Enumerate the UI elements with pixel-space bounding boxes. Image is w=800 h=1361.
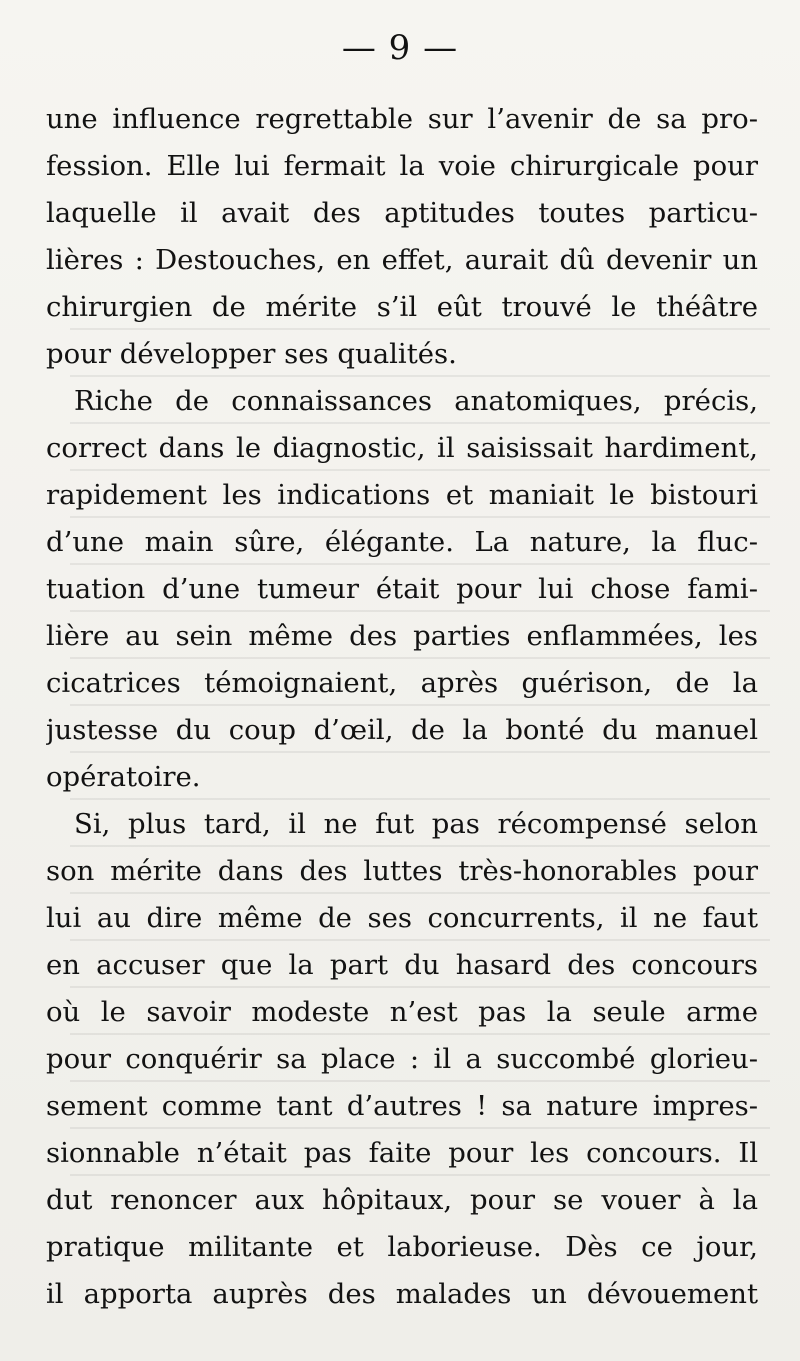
text-line: Riche de connaissances anatomiques, précis, xyxy=(74,385,758,417)
paragraph xyxy=(46,378,758,801)
text-line: en accuser que la part du hasard des concours xyxy=(46,949,758,981)
text-line: cicatrices témoignaient, après guérison, de la xyxy=(46,667,758,699)
text-line: lui au dire même de ses concurrents, il ne faut xyxy=(46,902,758,934)
text-line: correct dans le diagnostic, il saisissait hardiment, xyxy=(46,432,758,464)
text-line: d’une main sûre, élégante. La nature, la fluc- xyxy=(46,526,758,558)
text-line: pour conquérir sa place : il a succombé glorieu- xyxy=(46,1043,758,1075)
text-line: pratique militante et laborieuse. Dès ce jour, xyxy=(46,1231,758,1263)
text-line: justesse du coup d’œil, de la bonté du manuel xyxy=(46,714,758,746)
text-line: sement comme tant d’autres ! sa nature impres- xyxy=(46,1090,758,1122)
page-number: — 9 — xyxy=(341,28,459,68)
text-line: son mérite dans des luttes très-honorables pour xyxy=(46,855,758,887)
text-line: tuation d’une tumeur était pour lui chose fami- xyxy=(46,573,758,605)
paragraph xyxy=(46,801,758,1318)
text-line: chirurgien de mérite s’il eût trouvé le théâtre xyxy=(46,291,758,323)
text-line: lières : Destouches, en effet, aurait dû devenir un xyxy=(46,244,758,276)
page-body-text xyxy=(46,96,758,1318)
text-line: laquelle il avait des aptitudes toutes particu- xyxy=(46,197,758,229)
text-line: sionnable n’était pas faite pour les concours. Il xyxy=(46,1137,758,1169)
text-line: Si, plus tard, il ne fut pas récompensé selon xyxy=(74,808,758,840)
text-line: une influence regrettable sur l’avenir de sa pro- xyxy=(46,103,758,135)
text-line: rapidement les indications et maniait le bistouri xyxy=(46,479,758,511)
text-line: lière au sein même des parties enflammées, les xyxy=(46,620,758,652)
text-line: opératoire. xyxy=(46,761,201,793)
text-line: dut renoncer aux hôpitaux, pour se vouer à la xyxy=(46,1184,758,1216)
text-line: il apporta auprès des malades un dévouement xyxy=(46,1278,758,1310)
paragraph xyxy=(46,96,758,378)
text-line: où le savoir modeste n’est pas la seule arme xyxy=(46,996,758,1028)
text-line: pour développer ses qualités. xyxy=(46,338,457,370)
text-line: fession. Elle lui fermait la voie chirurgicale pour xyxy=(46,150,758,182)
